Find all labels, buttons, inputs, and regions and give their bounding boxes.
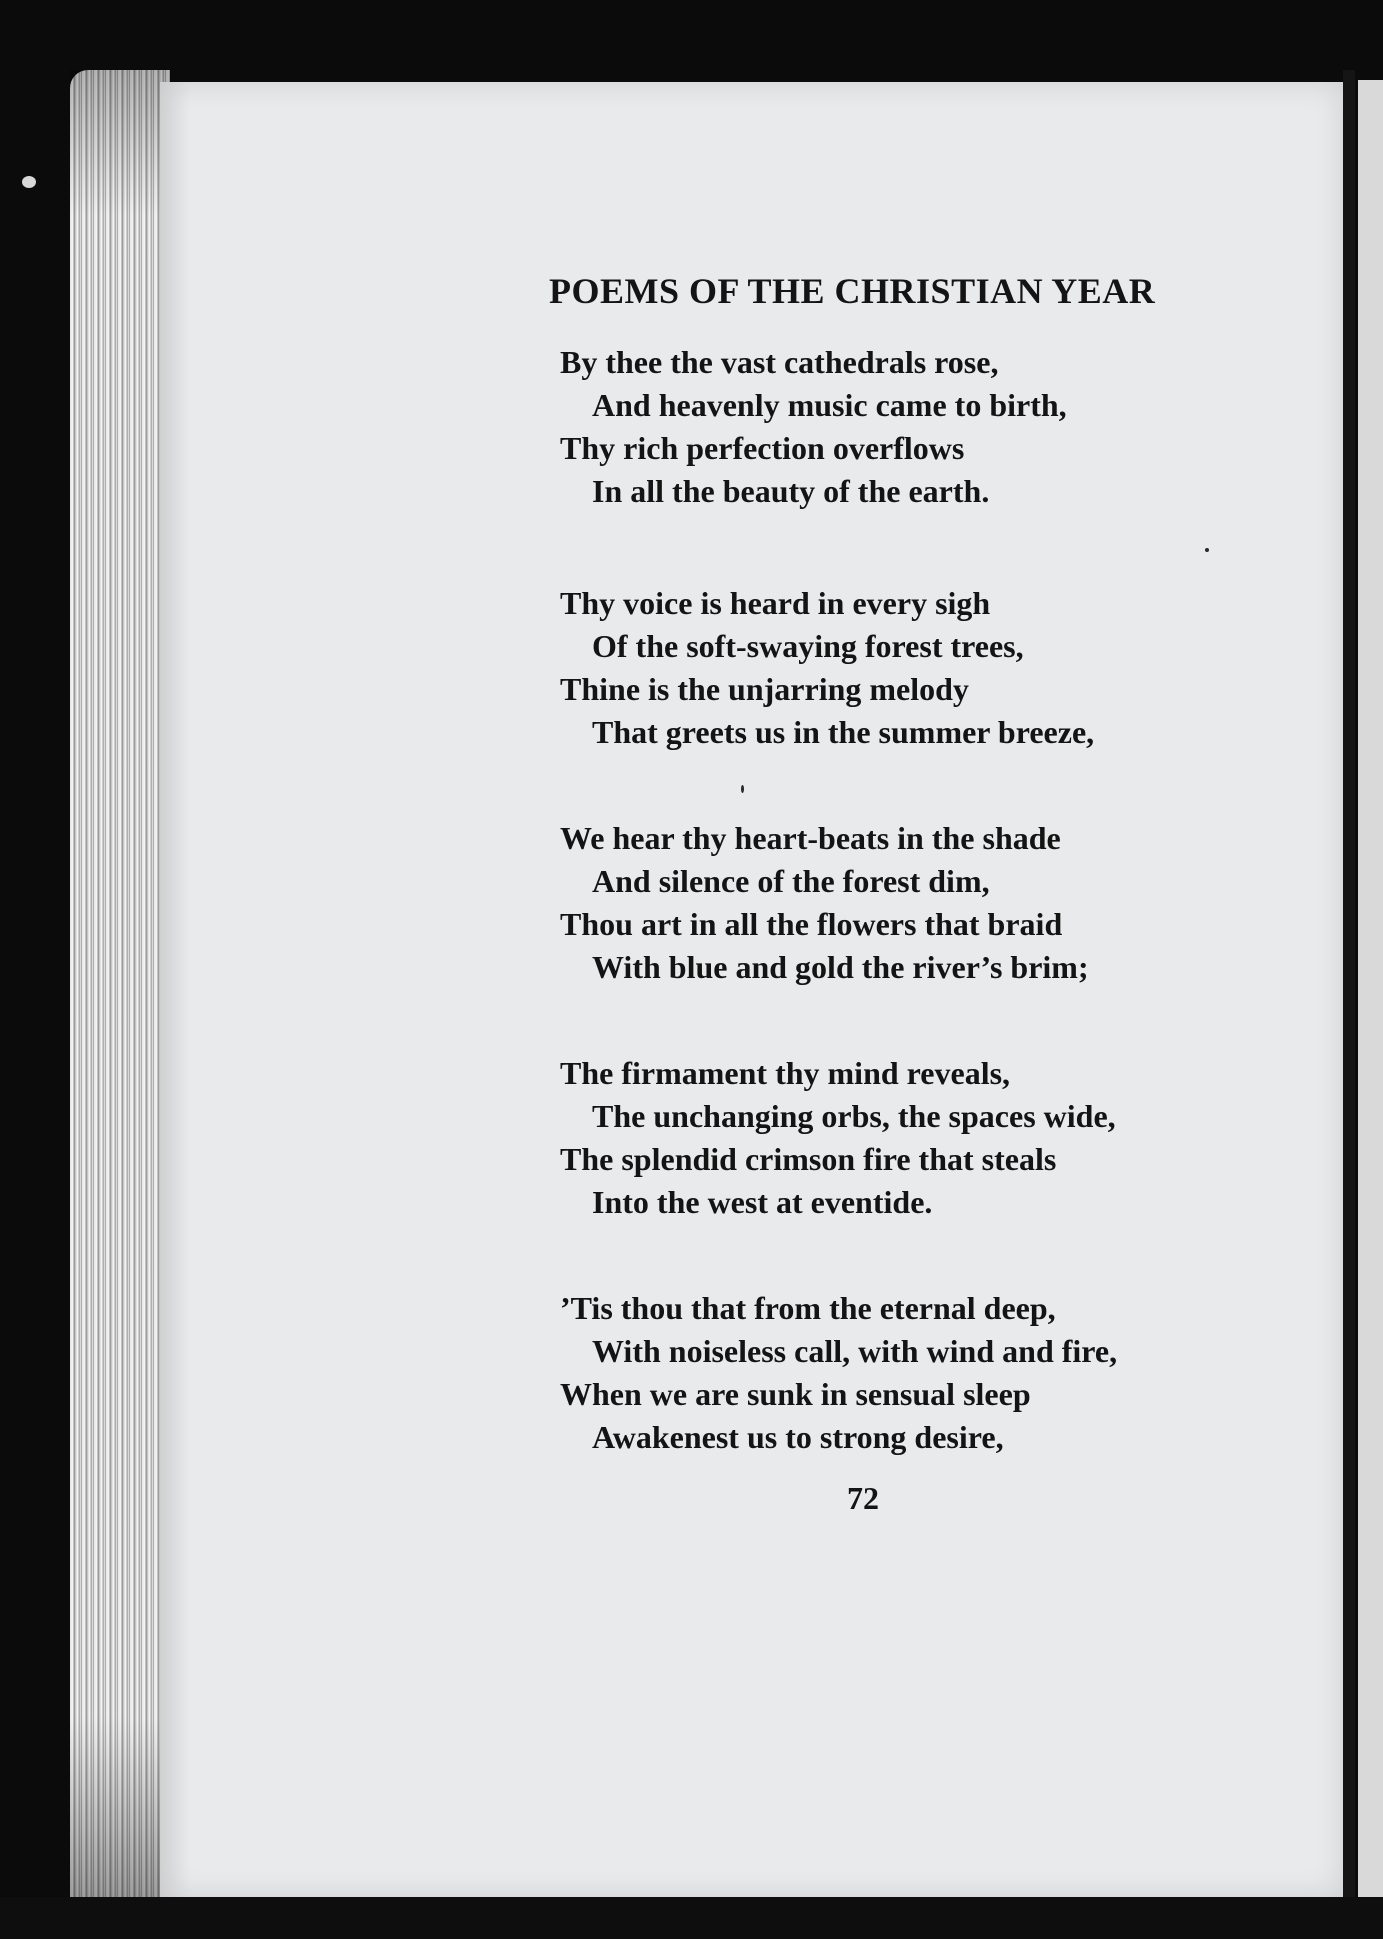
poem-line: With noiseless call, with wind and fire, (592, 1333, 1118, 1369)
running-head: POEMS OF THE CHRISTIAN YEAR (549, 271, 1156, 311)
poem-line: When we are sunk in sensual sleep (560, 1376, 1031, 1412)
stanza-5 (560, 1287, 1117, 1459)
poem-line: Awakenest us to strong desire, (592, 1419, 1004, 1455)
poem-line: And heavenly music came to birth, (592, 387, 1067, 423)
poem-line: Thy rich perfection overflows (560, 430, 965, 466)
poem-line: That greets us in the summer breeze, (592, 714, 1095, 750)
poem-line: We hear thy heart-beats in the shade (560, 820, 1061, 856)
stanza-1 (560, 341, 1067, 513)
poem-line: Thou art in all the flowers that braid (560, 906, 1063, 942)
poem-line: The firmament thy mind reveals, (560, 1055, 1011, 1091)
stanza-4 (560, 1052, 1116, 1224)
stanza-2 (560, 582, 1094, 754)
poem-line: In all the beauty of the earth. (592, 473, 990, 509)
poem-line: The splendid crimson fire that steals (560, 1141, 1057, 1177)
poem-line: Thy voice is heard in every sigh (560, 585, 991, 621)
page-number: 72 (847, 1480, 879, 1516)
poem-line: The unchanging orbs, the spaces wide, (592, 1098, 1116, 1134)
poem-line: Of the soft-swaying forest trees, (592, 628, 1024, 664)
poem-line: ’Tis thou that from the eternal deep, (560, 1290, 1056, 1326)
stanza-3 (560, 817, 1089, 989)
poem-line: With blue and gold the river’s brim; (592, 949, 1089, 985)
poem-line: And silence of the forest dim, (592, 863, 990, 899)
poem-line: Into the west at eventide. (592, 1184, 933, 1220)
poem-line: Thine is the unjarring melody (560, 671, 969, 707)
poem-line: By thee the vast cathedrals rose, (560, 344, 999, 380)
